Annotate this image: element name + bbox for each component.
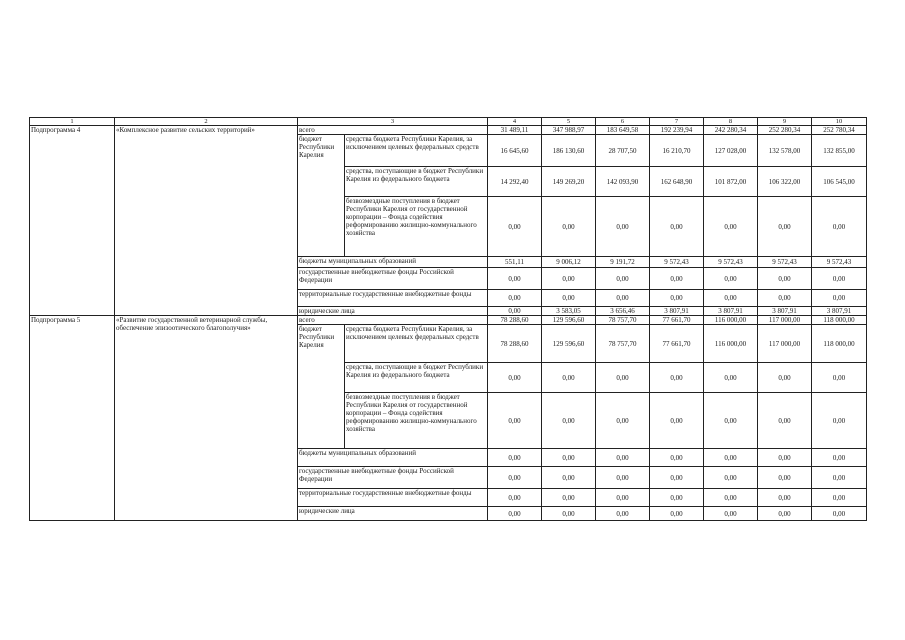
source-label: безвозмездные поступления в бюджет Республики Карелия от государственной корпорации – Фонда содействия реформированию жилищно-коммунального хозяйства — [345, 197, 488, 257]
program-total-row — [30, 316, 867, 325]
program-name: Подпрограмма 4 — [30, 126, 115, 316]
value-cell: 0,00 — [596, 449, 650, 467]
value-cell: 0,00 — [704, 489, 758, 507]
value-cell: 0,00 — [488, 489, 542, 507]
source-label: бюджеты муниципальных образований — [298, 257, 488, 268]
value-cell: 0,00 — [758, 467, 812, 489]
value-cell: 9 572,43 — [758, 257, 812, 268]
value-cell: 0,00 — [812, 268, 867, 290]
value-cell: 9 572,43 — [704, 257, 758, 268]
value-cell: 0,00 — [650, 268, 704, 290]
value-cell: 0,00 — [542, 467, 596, 489]
value-cell: 0,00 — [812, 197, 867, 257]
value-cell: 0,00 — [596, 489, 650, 507]
source-label: бюджеты муниципальных образований — [298, 449, 488, 467]
value-cell: 0,00 — [758, 268, 812, 290]
value-cell: 16 210,70 — [650, 135, 704, 167]
header-cell: 2 — [115, 118, 298, 126]
total-label: всего — [298, 316, 488, 325]
header-cell: 4 — [488, 118, 542, 126]
source-label: средства, поступающие в бюджет Республики Карелия из федерального бюджета — [345, 167, 488, 197]
value-cell: 0,00 — [704, 268, 758, 290]
value-cell: 162 648,90 — [650, 167, 704, 197]
value-cell: 0,00 — [704, 507, 758, 521]
value-cell: 31 489,11 — [488, 126, 542, 135]
value-cell: 0,00 — [542, 489, 596, 507]
value-cell: 0,00 — [650, 449, 704, 467]
value-cell: 77 661,70 — [650, 316, 704, 325]
total-label: всего — [298, 126, 488, 135]
value-cell: 0,00 — [542, 268, 596, 290]
value-cell: 77 661,70 — [650, 325, 704, 363]
value-cell: 0,00 — [488, 363, 542, 393]
value-cell: 0,00 — [488, 507, 542, 521]
value-cell: 14 292,40 — [488, 167, 542, 197]
value-cell: 3 656,46 — [596, 307, 650, 316]
value-cell: 116 000,00 — [704, 325, 758, 363]
value-cell: 0,00 — [758, 449, 812, 467]
value-cell: 0,00 — [596, 268, 650, 290]
header-cell: 9 — [758, 118, 812, 126]
value-cell: 117 000,00 — [758, 325, 812, 363]
value-cell: 132 855,00 — [812, 135, 867, 167]
value-cell: 252 780,34 — [812, 126, 867, 135]
value-cell: 9 191,72 — [596, 257, 650, 268]
value-cell: 0,00 — [812, 290, 867, 307]
value-cell: 0,00 — [542, 449, 596, 467]
value-cell: 347 988,97 — [542, 126, 596, 135]
program-total-row — [30, 126, 867, 135]
value-cell: 0,00 — [650, 393, 704, 449]
source-label: государственные внебюджетные фонды Российской Федерации — [298, 268, 488, 290]
value-cell: 0,00 — [812, 489, 867, 507]
funding-table — [29, 117, 867, 521]
value-cell: 78 288,60 — [488, 325, 542, 363]
value-cell: 0,00 — [650, 290, 704, 307]
value-cell: 0,00 — [596, 467, 650, 489]
value-cell: 106 322,00 — [758, 167, 812, 197]
value-cell: 9 572,43 — [812, 257, 867, 268]
header-cell: 3 — [298, 118, 488, 126]
value-cell: 116 000,00 — [704, 316, 758, 325]
value-cell: 551,11 — [488, 257, 542, 268]
value-cell: 0,00 — [704, 467, 758, 489]
value-cell: 0,00 — [650, 467, 704, 489]
value-cell: 0,00 — [488, 393, 542, 449]
value-cell: 0,00 — [812, 507, 867, 521]
value-cell: 0,00 — [812, 449, 867, 467]
source-label: средства бюджета Республики Карелия, за исключением целевых федеральных средств — [345, 325, 488, 363]
value-cell: 183 649,58 — [596, 126, 650, 135]
value-cell: 16 645,60 — [488, 135, 542, 167]
value-cell: 0,00 — [704, 197, 758, 257]
program-name: Подпрограмма 5 — [30, 316, 115, 521]
value-cell: 0,00 — [758, 197, 812, 257]
budget-label: бюджет Республики Карелия — [298, 325, 345, 449]
value-cell: 242 280,34 — [704, 126, 758, 135]
value-cell: 0,00 — [758, 489, 812, 507]
value-cell: 0,00 — [488, 290, 542, 307]
value-cell: 252 280,34 — [758, 126, 812, 135]
value-cell: 149 269,20 — [542, 167, 596, 197]
header-cell: 6 — [596, 118, 650, 126]
value-cell: 186 130,60 — [542, 135, 596, 167]
value-cell: 117 000,00 — [758, 316, 812, 325]
value-cell: 0,00 — [650, 507, 704, 521]
value-cell: 0,00 — [812, 467, 867, 489]
value-cell: 0,00 — [704, 363, 758, 393]
value-cell: 0,00 — [704, 290, 758, 307]
value-cell: 0,00 — [596, 363, 650, 393]
header-cell: 10 — [812, 118, 867, 126]
value-cell: 142 093,90 — [596, 167, 650, 197]
value-cell: 101 872,00 — [704, 167, 758, 197]
source-label: территориальные государственные внебюджетные фонды — [298, 489, 488, 507]
value-cell: 0,00 — [542, 507, 596, 521]
value-cell: 129 596,60 — [542, 325, 596, 363]
budget-label: бюджет Республики Карелия — [298, 135, 345, 257]
value-cell: 0,00 — [542, 290, 596, 307]
value-cell: 0,00 — [650, 489, 704, 507]
source-label: средства, поступающие в бюджет Республики Карелия из федерального бюджета — [345, 363, 488, 393]
value-cell: 0,00 — [488, 467, 542, 489]
value-cell: 0,00 — [812, 393, 867, 449]
value-cell: 0,00 — [488, 197, 542, 257]
value-cell: 129 596,60 — [542, 316, 596, 325]
value-cell: 3 807,91 — [758, 307, 812, 316]
value-cell: 9 572,43 — [650, 257, 704, 268]
value-cell: 0,00 — [596, 290, 650, 307]
value-cell: 118 000,00 — [812, 325, 867, 363]
source-label: юридические лица — [298, 507, 488, 521]
header-cell: 8 — [704, 118, 758, 126]
value-cell: 0,00 — [596, 393, 650, 449]
source-label: юридические лица — [298, 307, 488, 316]
source-label: территориальные государственные внебюджетные фонды — [298, 290, 488, 307]
source-label: безвозмездные поступления в бюджет Республики Карелия от государственной корпорации – Фонда содействия реформированию жилищно-коммунального хозяйства — [345, 393, 488, 449]
value-cell: 192 239,94 — [650, 126, 704, 135]
value-cell: 3 807,91 — [650, 307, 704, 316]
program-title: «Комплексное развитие сельских территорий» — [115, 126, 298, 316]
value-cell: 0,00 — [596, 507, 650, 521]
source-label: средства бюджета Республики Карелия, за исключением целевых федеральных средств — [345, 135, 488, 167]
header-cell: 7 — [650, 118, 704, 126]
value-cell: 0,00 — [488, 307, 542, 316]
value-cell: 9 006,12 — [542, 257, 596, 268]
value-cell: 0,00 — [650, 197, 704, 257]
value-cell: 0,00 — [650, 363, 704, 393]
value-cell: 3 807,91 — [704, 307, 758, 316]
value-cell: 3 583,05 — [542, 307, 596, 316]
value-cell: 132 578,00 — [758, 135, 812, 167]
value-cell: 78 757,70 — [596, 316, 650, 325]
value-cell: 0,00 — [596, 197, 650, 257]
value-cell: 127 028,00 — [704, 135, 758, 167]
program-title: «Развитие государственной ветеринарной службы, обеспечение эпизоотического благополучия» — [115, 316, 298, 521]
value-cell: 0,00 — [704, 449, 758, 467]
value-cell: 0,00 — [542, 393, 596, 449]
header-cell: 1 — [30, 118, 115, 126]
value-cell: 78 288,60 — [488, 316, 542, 325]
value-cell: 0,00 — [758, 507, 812, 521]
value-cell: 28 707,50 — [596, 135, 650, 167]
value-cell: 0,00 — [704, 393, 758, 449]
header-cell: 5 — [542, 118, 596, 126]
value-cell: 0,00 — [488, 268, 542, 290]
value-cell: 106 545,00 — [812, 167, 867, 197]
value-cell: 0,00 — [758, 363, 812, 393]
source-label: государственные внебюджетные фонды Российской Федерации — [298, 467, 488, 489]
value-cell: 0,00 — [812, 363, 867, 393]
value-cell: 0,00 — [488, 449, 542, 467]
header-row — [30, 118, 867, 126]
value-cell: 0,00 — [758, 290, 812, 307]
value-cell: 0,00 — [542, 197, 596, 257]
value-cell: 78 757,70 — [596, 325, 650, 363]
value-cell: 0,00 — [542, 363, 596, 393]
value-cell: 3 807,91 — [812, 307, 867, 316]
value-cell: 118 000,00 — [812, 316, 867, 325]
value-cell: 0,00 — [758, 393, 812, 449]
table-body — [30, 118, 867, 521]
